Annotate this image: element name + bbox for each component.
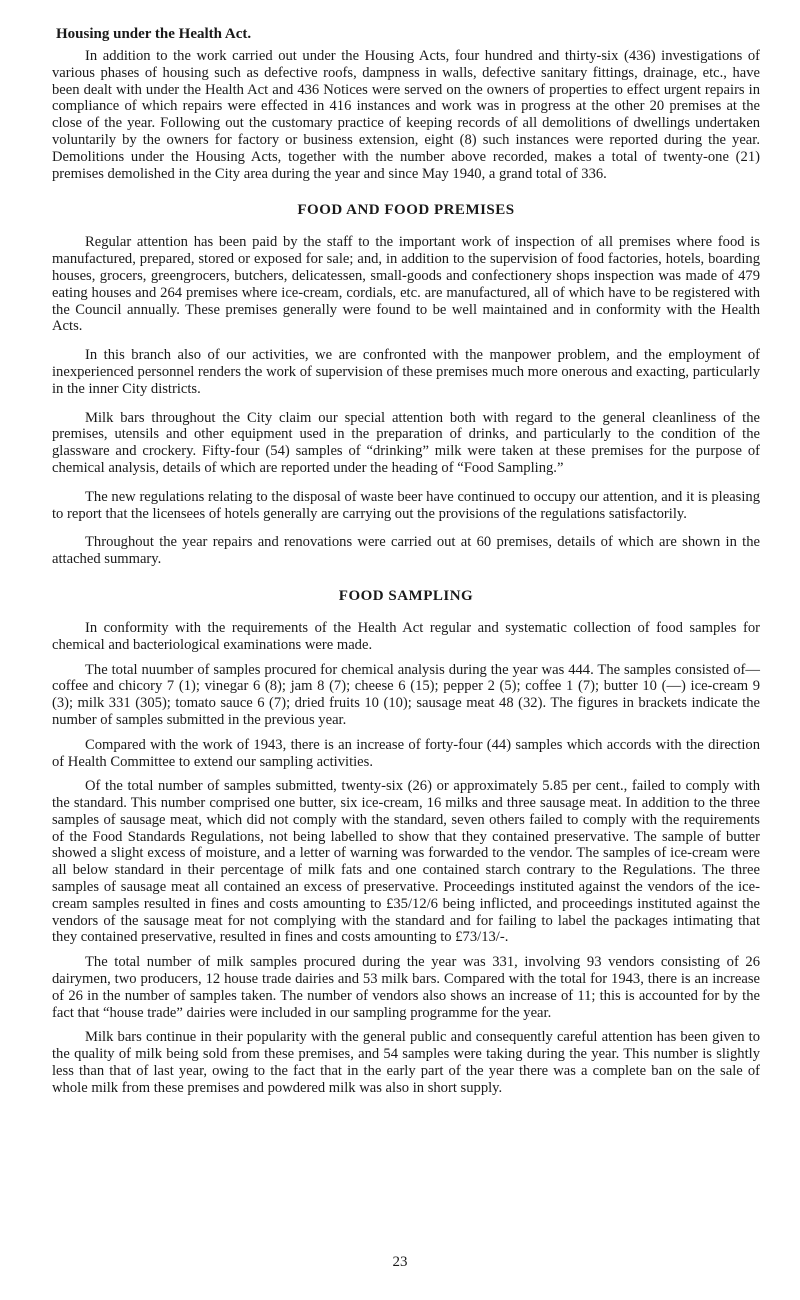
food-premises-paragraph-3: Milk bars throughout the City claim our special attention both with regard to the general cleanliness of the premises, utensils and other equipment used in the preparation of drinks, and particularly to the condition of the glassware and crockery. Fifty-four (54) samples of “drinking” milk were taken at these premises for the purpose of chemical analysis, details of which are reported under the heading of “Food Sampling.” (52, 409, 760, 476)
food-sampling-paragraph-4: Of the total number of samples submitted, twenty-six (26) or approximately 5.85 per cent., failed to comply with the standard. This number comprised one butter, six ice-cream, 16 milks and three sausage meat. In addition to the three samples of sausage meat, which did not comply with the standard, seven others failed to comply with the requirements of the Food Standards Regulations, not being labelled to show that they contained preservative. The sample of butter showed a slight excess of moisture, and a letter of warning was forwarded to the vendor. The samples of ice-cream were all below standard in their percentage of milk fats and one contained starch contrary to the Regulations. The three samples of sausage meat all contained an excess of preservative. Proceedings instituted against the vendors of the ice-cream samples resulted in fines and costs amounting to £35/12/6 being inflicted, and proceedings instituted against the vendors of the sausage meat for not complying with the standard and for failing to label the packages intimating that they contained preservative, resulted in fines and costs amounting to £73/13/-. (52, 778, 760, 946)
food-sampling-paragraph-6: Milk bars continue in their popularity with the general public and consequently careful attention has been given to the quality of milk being sold from these premises, and 54 samples were taking during the year. This number is slightly less than that of last year, owing to the fact that in the early part of the year there was a complete ban on the sale of whole milk from these premises and powdered milk was also in short supply. (52, 1029, 760, 1096)
housing-heading: Housing under the Health Act. (56, 26, 252, 42)
food-premises-heading: FOOD AND FOOD PREMISES (297, 202, 515, 219)
food-sampling-paragraph-1: In conformity with the requirements of the Health Act regular and systematic collection of food samples for chemical and bacteriological examinations were made. (52, 619, 760, 653)
food-sampling-heading: FOOD SAMPLING (338, 587, 474, 604)
food-premises-paragraph-1: Regular attention has been paid by the staff to the important work of inspection of all premises where food is manufactured, prepared, stored or exposed for sale; and, in addition to the supervision of food factories, hotels, boarding houses, grocers, greengrocers, butchers, delicatessen, small-goods and confectionery shops inspection was made of 479 eating houses and 264 premises where ice-cream, cordials, etc. are manufactured, all of which have to be registered with the Council annually. These premises generally were found to be well maintained and in conformity with the Health Acts. (52, 234, 760, 335)
housing-paragraph: In addition to the work carried out under the Housing Acts, four hundred and thirty-six (436) investigations of various phases of housing such as defective roofs, dampness in walls, defective sanitary fittings, drainage, etc., have been dealt with under the Health Act and 436 Notices were served on the owners of properties to effect urgent repairs in compliance of which repairs were effected in 416 instances and work was in progress at the other 20 premises at the close of the year. Following out the customary practice of keeping records of all demolitions of dwellings undertaken voluntarily by the owners for factory or business extension, eight (8) such instances were reported during the year. Demolitions under the Housing Acts, together with the number above recorded, makes a total of twenty-one (21) premises demolished in the City area during the year and since May 1940, a grand total of 336. (52, 48, 760, 182)
food-sampling-paragraph-3: Compared with the work of 1943, there is an increase of forty-four (44) samples which accords with the direction of Health Committee to extend our sampling activities. (52, 736, 760, 770)
food-premises-paragraph-4: The new regulations relating to the disposal of waste beer have continued to occupy our attention, and it is pleasing to report that the licensees of hotels generally are carrying out the provisions of the regulations satisfactorily. (52, 488, 760, 522)
document-page (52, 24, 760, 1105)
food-premises-paragraph-2: In this branch also of our activities, we are confronted with the manpower problem, and the employment of inexperienced personnel renders the work of supervision of these premises much more onerous and exacting, particularly in the inner City districts. (52, 347, 760, 397)
food-sampling-paragraph-2: The total nuumber of samples procured for chemical analysis during the year was 444. The samples consisted of—coffee and chicory 7 (1); vinegar 6 (8); jam 8 (7); cheese 6 (15); pepper 2 (5); coffee 1 (7); butter 10 (—) ice-cream 9 (3); milk 331 (305); tomato sauce 6 (7); dried fruits 10 (10); sausage meat 48 (32). The figures in brackets indicate the number of samples submitted in the previous year. (52, 661, 760, 728)
food-sampling-paragraph-5: The total number of milk samples procured during the year was 331, involving 93 vendors consisting of 26 dairymen, two producers, 12 house trade dairies and 53 milk bars. Compared with the total for 1943, there is an increase of 26 in the number of samples taken. The number of vendors also shows an increase of 11; this is accounted for by the fact that “house trade” dairies were included in our sampling programme for the year. (52, 954, 760, 1021)
page-number: 23 (392, 1254, 408, 1270)
food-premises-paragraph-5: Throughout the year repairs and renovations were carried out at 60 premises, details of which are shown in the attached summary. (52, 534, 760, 568)
